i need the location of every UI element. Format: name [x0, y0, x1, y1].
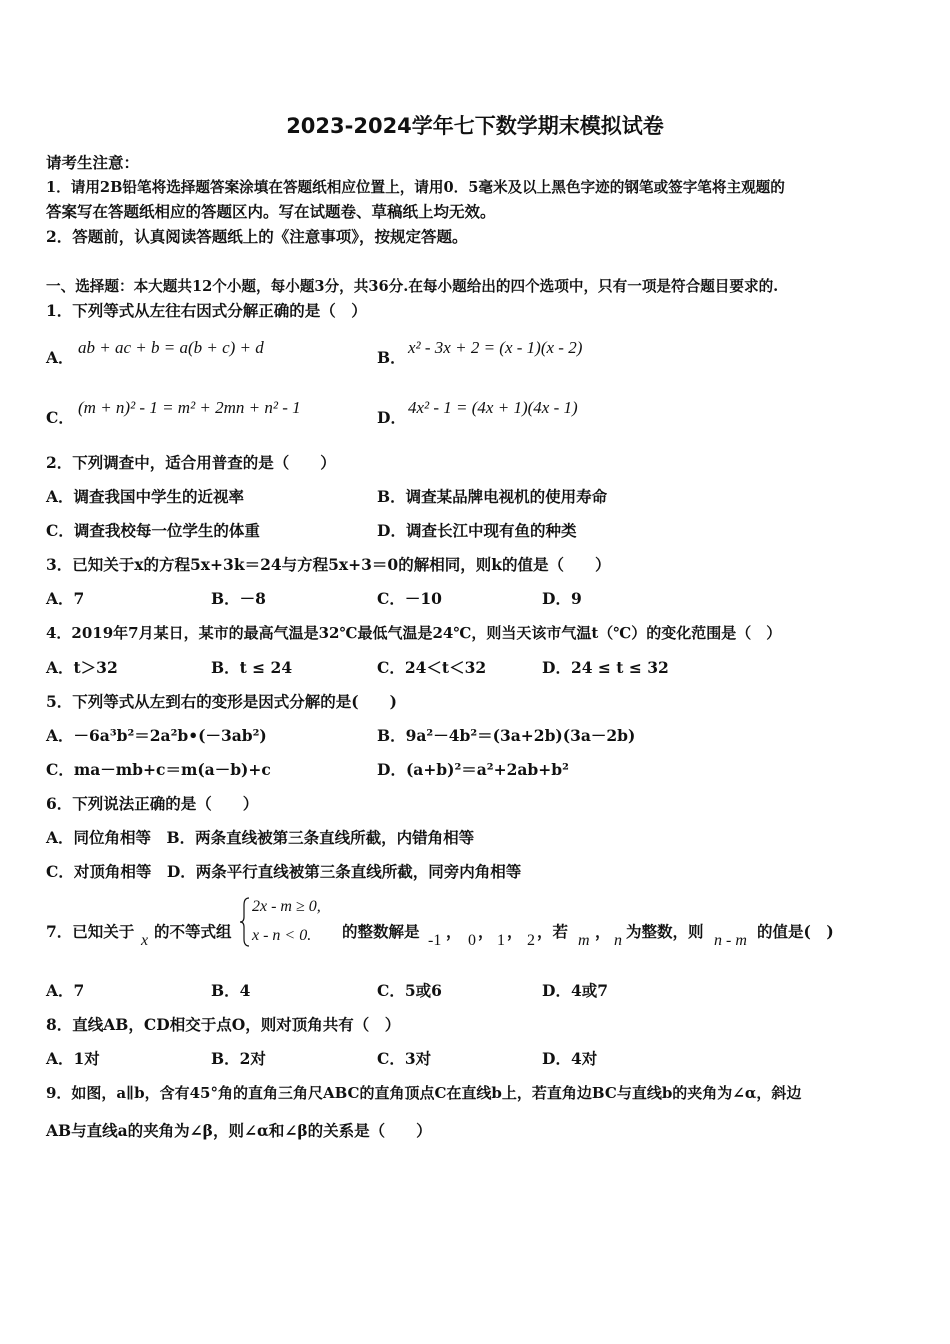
question-7-value-4: 2	[527, 932, 535, 949]
question-5-option-b: B．9a²－4b²＝(3a+2b)(3a－2b)	[377, 726, 636, 745]
question-4-option-c: C．24＜t＜32	[377, 658, 487, 677]
question-4-stem: 4．2019年7月某日，某市的最高气温是32℃最低气温是24℃，则当天该市气温t（℃）的变化范围是（ ）	[46, 624, 782, 642]
question-7-expression: n - m	[714, 932, 747, 949]
notice-item-1-line-1: 1．请用2B铅笔将选择题答案涂填在答题纸相应位置上，请用0．5毫米及以上黑色字迹的钢笔或签字笔将主观题的	[46, 179, 785, 196]
left-brace-icon	[240, 897, 250, 947]
question-8-option-a: A．1对	[46, 1049, 100, 1068]
question-8-option-d: D．4对	[542, 1049, 598, 1068]
question-5-option-a: A．－6a³b²＝2a²b•(－3ab²)	[46, 726, 267, 745]
question-6-options-line-2: C．对顶角相等 D．两条平行直线被第三条直线所截，同旁内角相等	[46, 862, 522, 881]
question-1-stem: 1．下列等式从左往右因式分解正确的是（ ）	[46, 301, 367, 320]
question-7-comma-3: ，	[507, 922, 523, 941]
question-2-option-b: B．调查某品牌电视机的使用寿命	[377, 487, 608, 506]
question-7-comma-2: ，	[478, 922, 494, 941]
question-2-option-a: A．调查我国中学生的近视率	[46, 487, 245, 506]
question-7-suffix: 的值是( )	[757, 922, 834, 941]
question-1-option-d-label: D．	[377, 408, 406, 427]
question-7-text-if: ，若	[537, 922, 569, 941]
question-7-prefix: 7．已知关于	[46, 922, 135, 941]
question-2-option-c: C．调查我校每一位学生的体重	[46, 521, 260, 540]
notice-heading: 请考生注意：	[46, 153, 140, 172]
question-4-option-b: B．t ≤ 24	[211, 658, 293, 677]
question-1-option-c-label: C．	[46, 408, 74, 427]
question-5-option-c: C．ma－mb+c＝m(a－b)+c	[46, 760, 271, 779]
notice-item-2: 2．答题前，认真阅读答题纸上的《注意事项》，按规定答题。	[46, 227, 468, 246]
question-3-stem: 3．已知关于x的方程5x+3k＝24与方程5x+3＝0的解相同，则k的值是（ ）	[46, 555, 611, 574]
question-9-line-1: 9．如图，a∥b，含有45°角的直角三角尺ABC的直角顶点C在直线b上，若直角边BC与直线b的夹角为∠α，斜边	[46, 1084, 802, 1102]
question-7-text-integers-then: 为整数，则	[626, 922, 704, 941]
section-heading: 一、选择题：本大题共12个小题，每小题3分，共36分.在每小题给出的四个选项中，只有一项是符合题目要求的.	[46, 278, 779, 295]
question-8-stem: 8．直线AB，CD相交于点O，则对顶角共有（ ）	[46, 1015, 401, 1034]
question-7-inequality-1: 2x - m ≥ 0,	[252, 898, 321, 915]
question-7-inequality-2: x - n < 0.	[252, 927, 312, 944]
question-6-stem: 6．下列说法正确的是（ ）	[46, 794, 259, 813]
question-7-option-c: C．5或6	[377, 981, 442, 1000]
question-7-comma-1: ，	[446, 922, 462, 941]
question-1-option-b-formula: x² - 3x + 2 = (x - 1)(x - 2)	[408, 338, 583, 357]
question-7-value-3: 1	[497, 932, 505, 949]
question-3-option-d: D．9	[542, 589, 582, 608]
question-7-option-a: A．7	[46, 981, 85, 1000]
question-1-option-b-label: B．	[377, 348, 406, 367]
question-8-option-c: C．3对	[377, 1049, 432, 1068]
question-4-option-a: A．t＞32	[46, 658, 118, 677]
question-7-comma-5: ，	[595, 922, 611, 941]
question-3-option-b: B．－8	[211, 589, 266, 608]
question-7-option-d: D．4或7	[542, 981, 609, 1000]
question-5-stem: 5．下列等式从左到右的变形是因式分解的是( )	[46, 692, 397, 711]
question-1-option-d-formula: 4x² - 1 = (4x + 1)(4x - 1)	[408, 398, 578, 417]
question-3-option-a: A．7	[46, 589, 85, 608]
question-7-option-b: B．4	[211, 981, 251, 1000]
question-7-value-1: -1	[428, 932, 442, 949]
question-3-option-c: C．－10	[377, 589, 442, 608]
question-1-option-a-label: A．	[46, 348, 74, 367]
question-4-option-d: D．24 ≤ t ≤ 32	[542, 658, 669, 677]
question-7-var-m: m	[578, 932, 590, 949]
notice-item-1-line-2: 答案写在答题纸相应的答题区内。写在试题卷、草稿纸上均无效。	[46, 202, 496, 221]
question-1-option-a-formula: ab + ac + b = a(b + c) + d	[78, 338, 264, 357]
question-7-text-inequality-system: 的不等式组	[154, 922, 232, 941]
question-2-stem: 2．下列调查中，适合用普查的是（ ）	[46, 453, 336, 472]
question-7-value-2: 0	[468, 932, 476, 949]
question-9-line-2: AB与直线a的夹角为∠β，则∠α和∠β的关系是（ ）	[46, 1121, 432, 1140]
question-7-var-n: n	[614, 932, 622, 949]
question-5-option-d: D．(a+b)²＝a²+2ab+b²	[377, 760, 569, 779]
question-1-option-c-formula: (m + n)² - 1 = m² + 2mn + n² - 1	[78, 398, 301, 417]
question-2-option-d: D．调查长江中现有鱼的种类	[377, 521, 577, 540]
question-7-text-integer-solutions: 的整数解是	[342, 922, 420, 941]
question-8-option-b: B．2对	[211, 1049, 266, 1068]
question-7-var-x: x	[141, 932, 149, 949]
question-6-options-line-1: A．同位角相等 B．两条直线被第三条直线所截，内错角相等	[46, 828, 475, 847]
page-title: 2023-2024学年七下数学期末模拟试卷	[286, 114, 664, 138]
